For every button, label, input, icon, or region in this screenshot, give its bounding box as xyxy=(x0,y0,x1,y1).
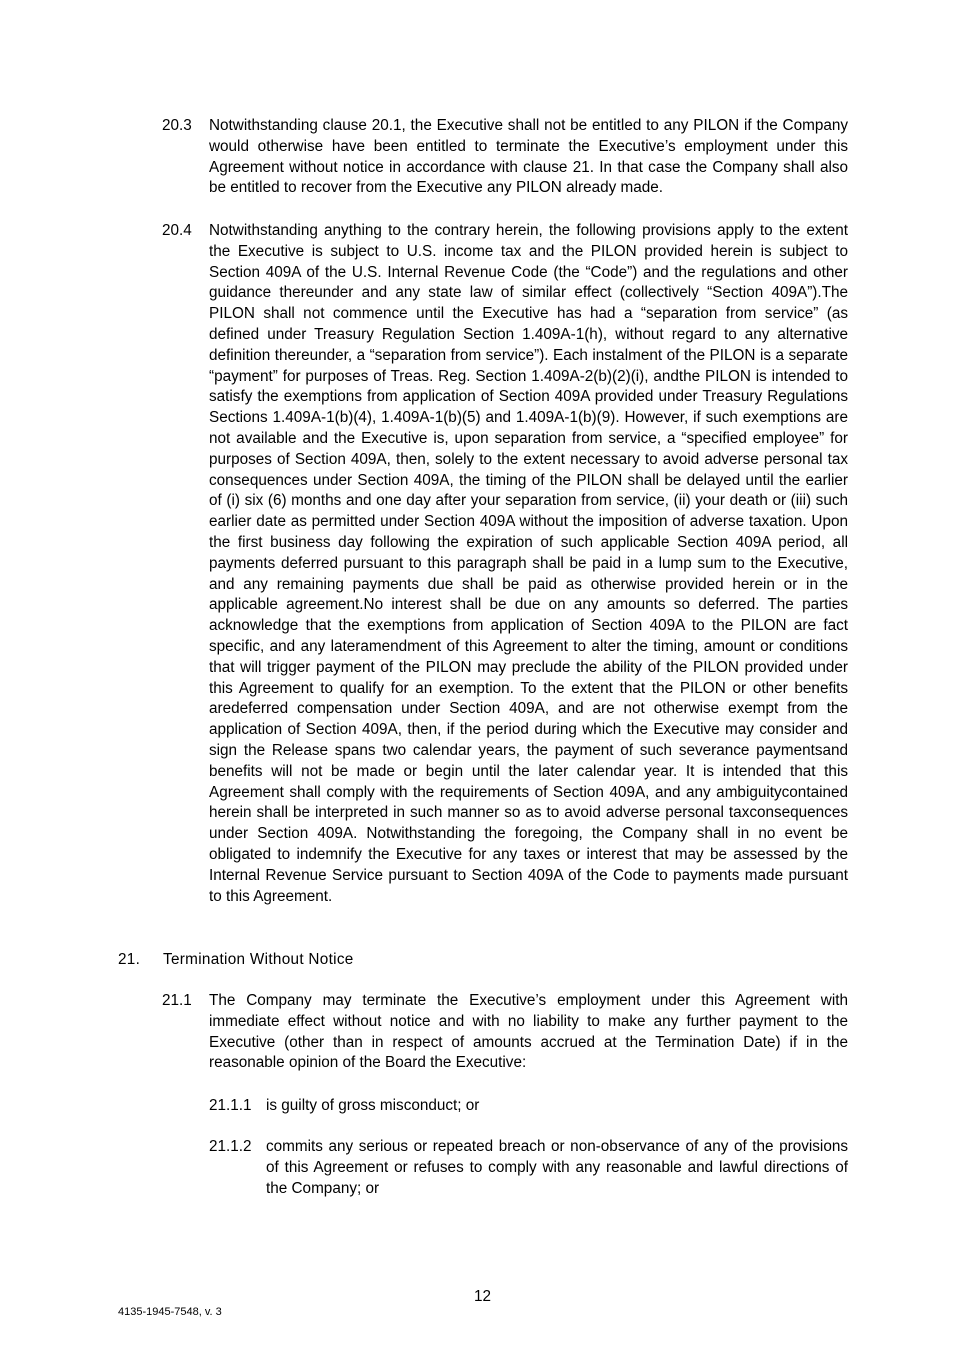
clause-21-1-2-number: 21.1.2 xyxy=(209,1138,252,1155)
section-21-number: 21. xyxy=(118,951,141,968)
clause-21-1-1-number: 21.1.1 xyxy=(209,1097,252,1114)
clause-21-1-text: The Company may terminate the Executive’s employment under this Agreement with immediate effect without notice and with no liability to make any further payment to the Executive (other than in respect of amounts accrued at the Termination Date) if in the reasonable opinion of the Board the Executive: xyxy=(209,992,848,1072)
document-id: 4135-1945-7548, v. 3 xyxy=(118,1306,222,1318)
section-21-title: Termination Without Notice xyxy=(163,951,354,968)
clause-20-3-text: Notwithstanding clause 20.1, the Executive shall not be entitled to any PILON if the Company would otherwise have been entitled to terminate the Executive’s employment under this Agreement without notice in accordance with clause 21. In that case the Company shall also be entitled to recover from the Executive any PILON already made. xyxy=(209,117,848,197)
clause-20-4-text: Notwithstanding anything to the contrary herein, the following provisions apply to the extent the Executive is subject to U.S. income tax and the PILON provided herein is subject to Section 409A of the U.S. Internal Revenue Code (the “Code”) and the regulations and other guidance thereunder and any state law of similar effect (collectively “Section 409A”).The PILON shall not commence until the Executive has had a “separation from service” (as defined under Treasury Regulation Section 1.409A-1(h), without regard to any alternative definition thereunder, a “separation from service”). Each instalment of the PILON is a separate “payment” for purposes of Treas. Reg. Section 1.409A-2(b)(2)(i), andthe PILON is intended to satisfy the exemptions from application of Section 409A provided under Treasury Regulations Sections 1.409A-1(b)(4), 1.409A-1(b)(5) and 1.409A-1(b)(9). However, if such exemptions are not available and the Executive is, upon separation from service, a “specified employee” for purposes of Section 409A, then, solely to the extent necessary to avoid adverse personal tax consequences under Section 409A, the timing of the PILON shall be delayed until the earlier of (i) six (6) months and one day after your separation from service, (ii) your death or (iii) such earlier date as permitted under Section 409A without the imposition of adverse taxation. Upon the first business day following the expiration of such applicable Section 409A period, all payments deferred pursuant to this paragraph shall be paid in a lump sum to the Executive, and any remaining payments due shall be paid as otherwise provided herein or in the applicable agreement.No interest shall be due on any amounts so deferred. The parties acknowledge that the exemptions from application of Section 409A to the PILON are fact specific, and any lateramendment of this Agreement to alter the timing, amount or conditions that will trigger payment of the PILON may preclude the ability of the PILON provided under this Agreement to qualify for an exemption. To the extent that the PILON or other benefits aredeferred compensation under Section 409A, and are not otherwise exempt from the application of Section 409A, then, if the period during which the Executive may consider and sign the Release spans two calendar years, the payment of such severance paymentsand benefits will not be made or begin until the later calendar year. It is intended that this Agreement shall comply with the requirements of Section 409A, and any ambiguitycontained herein shall be interpreted in such manner so as to avoid adverse personal taxconsequences under Section 409A. Notwithstanding the foregoing, the Company shall in no event be obligated to indemnify the Executive for any taxes or interest that may be assessed by the Internal Revenue Service pursuant to Section 409A of the Code to payments made pursuant to this Agreement. xyxy=(209,222,848,905)
page-number: 12 xyxy=(473,1288,491,1305)
clause-21-1-2-text: commits any serious or repeated breach or non-observance of any of the provisions of this Agreement or refuses to comply with any reasonable and lawful directions of the Company; or xyxy=(266,1138,848,1197)
clause-20-4-number: 20.4 xyxy=(162,222,192,239)
clause-21-1-1-text: is guilty of gross misconduct; or xyxy=(266,1097,480,1114)
clause-21-1-number: 21.1 xyxy=(162,992,192,1009)
clause-20-3-number: 20.3 xyxy=(162,117,192,134)
